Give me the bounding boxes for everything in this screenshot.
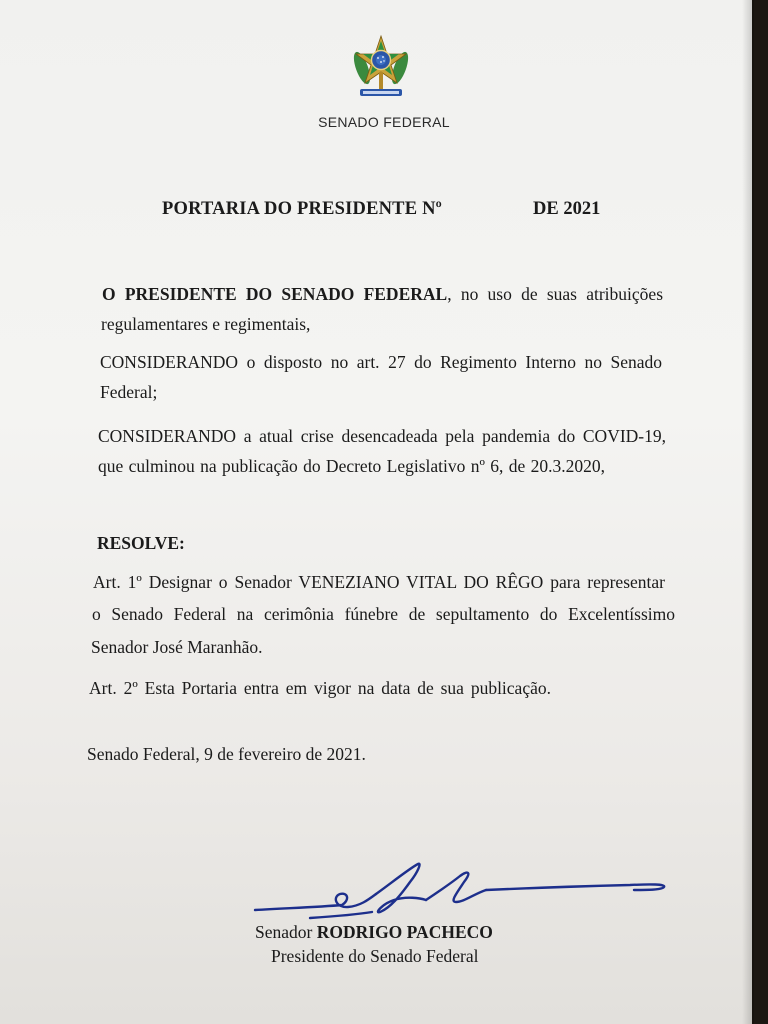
considerando-1-line-1: CONSIDERANDO o disposto no art. 27 do Regimento Interno no Senado (100, 352, 662, 372)
preamble-line-1 (102, 284, 663, 305)
art2-line: Art. 2º Esta Portaria entra em vigor na data de sua publicação. (89, 678, 551, 698)
preamble-bold-lead: O PRESIDENTE DO SENADO FEDERAL (102, 284, 448, 304)
org-name: SENADO FEDERAL (318, 114, 450, 130)
considerando-2-line-2: que culminou na publicação do Decreto Legislativo nº 6, de 20.3.2020, (98, 456, 605, 476)
page-edge-shadow (742, 0, 754, 1024)
signatory-name (255, 922, 493, 943)
art1-line-3: Senador José Maranhão. (91, 637, 263, 657)
title-year: DE 2021 (533, 199, 601, 219)
considerando-2-line-1: CONSIDERANDO a atual crise desencadeada pela pandemia do COVID-19, (98, 426, 666, 446)
considerando-1-line-2: Federal; (100, 382, 158, 402)
resolve-heading: RESOLVE: (97, 533, 185, 553)
brazil-coat-of-arms-icon (348, 32, 414, 106)
art1-line-1: Art. 1º Designar o Senador VENEZIANO VITAL DO RÊGO para representar (93, 572, 665, 592)
signatory-surname: RODRIGO PACHECO (316, 922, 493, 942)
art1-line-2: o Senado Federal na cerimônia fúnebre de sepultamento do Excelentíssimo (92, 604, 675, 624)
signatory-title: Senador (255, 922, 317, 942)
preamble-line-2: regulamentares e regimentais, (101, 314, 311, 334)
signatory-role: Presidente do Senado Federal (271, 946, 479, 966)
date-line: Senado Federal, 9 de fevereiro de 2021. (87, 744, 366, 764)
preamble-rest: , no uso de suas atribuições (447, 284, 664, 304)
page-title: PORTARIA DO PRESIDENTE Nº (162, 199, 442, 219)
signature-image (250, 850, 670, 930)
